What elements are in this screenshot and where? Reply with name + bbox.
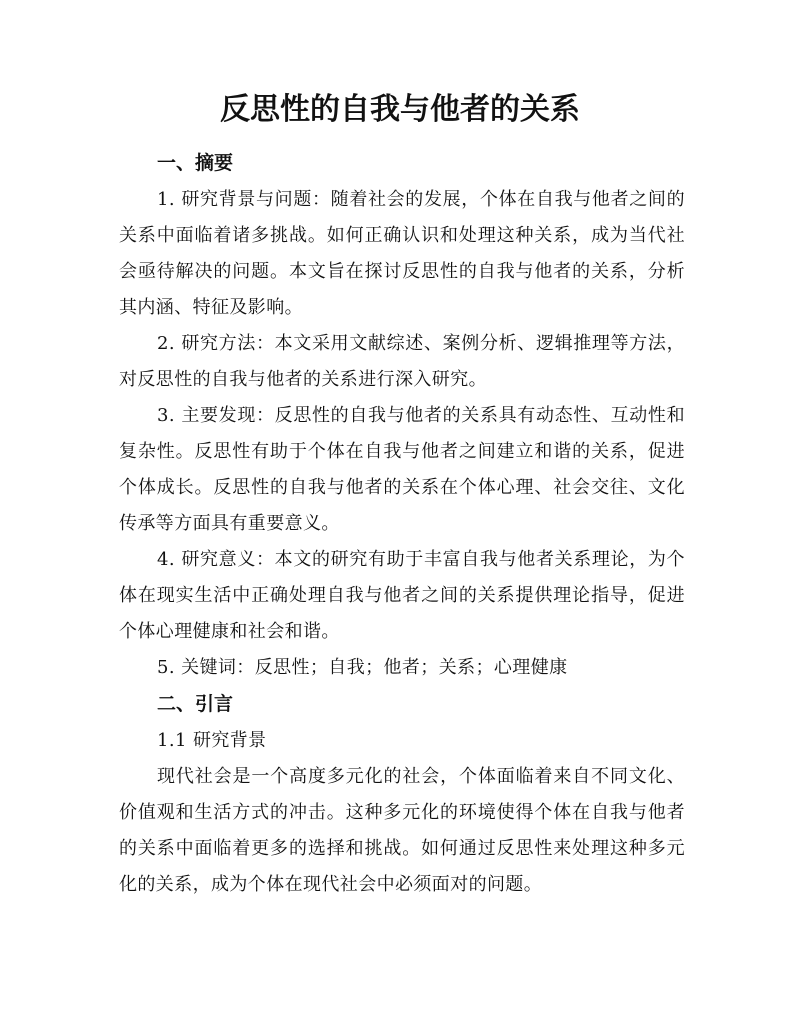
abstract-item-method: 2. 研究方法：本文采用文献综述、案例分析、逻辑推理等方法，对反思性的自我与他者的关系进行深入研究。: [119, 333, 685, 390]
abstract-item-keywords: 5. 关键词：反思性；自我；他者；关系；心理健康: [157, 657, 568, 678]
intro-paragraph: 现代社会是一个高度多元化的社会，个体面临着来自不同文化、价值观和生活方式的冲击。这种多元化的环境使得个体在自我与他者的关系中面临着更多的选择和挑战。如何通过反思性来处理这种多元化的关系，成为个体在现代社会中必须面对的问题。: [119, 766, 685, 895]
section-heading-abstract: 一、摘要: [157, 152, 234, 174]
subsection-heading-background: 1.1 研究背景: [157, 730, 267, 751]
abstract-item-background: 1. 研究背景与问题：随着社会的发展，个体在自我与他者之间的关系中面临着诸多挑战。如何正确认识和处理这种关系，成为当代社会亟待解决的问题。本文旨在探讨反思性的自我与他者的关系，分析其内涵、特征及影响。: [119, 189, 685, 318]
document-body: [119, 145, 685, 903]
document-title: 反思性的自我与他者的关系: [220, 92, 580, 127]
abstract-item-findings: 3. 主要发现：反思性的自我与他者的关系具有动态性、互动性和复杂性。反思性有助于个体在自我与他者之间建立和谐的关系，促进个体成长。反思性的自我与他者的关系在个体心理、社会交往、文化传承等方面具有重要意义。: [119, 405, 685, 534]
section-heading-intro: 二、引言: [157, 693, 234, 715]
abstract-item-significance: 4. 研究意义：本文的研究有助于丰富自我与他者关系理论，为个体在现实生活中正确处理自我与他者之间的关系提供理论指导，促进个体心理健康和社会和谐。: [119, 549, 685, 642]
